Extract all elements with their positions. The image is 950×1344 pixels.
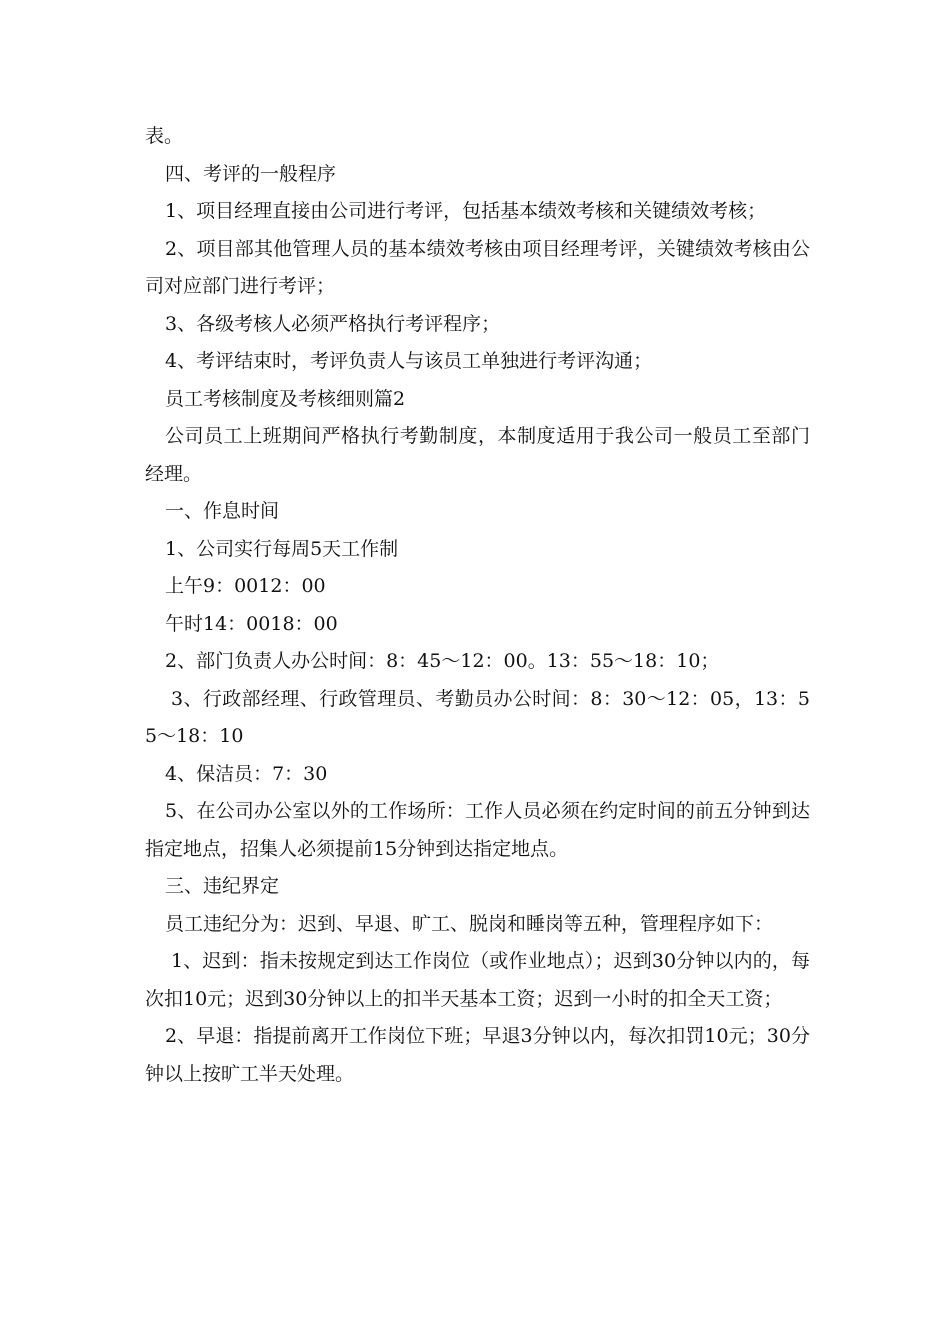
article-title: 员工考核制度及考核细则篇2	[165, 387, 406, 410]
paragraph: 2、部门负责人办公时间：8：45～12：00。13：55～18：10；	[165, 650, 720, 672]
section-heading: 三、违纪界定	[165, 875, 280, 897]
paragraph: 公司员工上班期间严格执行考勤制度，本制度适用于我公司一般员工至部门经理。	[145, 425, 810, 485]
section-heading: 四、考评的一般程序	[165, 162, 337, 185]
paragraph: 2、项目部其他管理人员的基本绩效考核由项目经理考评，关键绩效考核由公司对应部门进行考评；	[145, 237, 810, 297]
paragraph: 上午9：0012：00	[165, 575, 326, 597]
paragraph: 5、在公司办公室以外的工作场所：工作人员必须在约定时间的前五分钟到达指定地点，招集人必须提前15分钟到达指定地点。	[145, 800, 810, 860]
paragraph: 表。	[145, 125, 184, 147]
paragraph: 3、行政部经理、行政管理员、考勤员办公时间：8：30～12：05，13：55～18：10	[145, 687, 810, 747]
paragraph: 4、保洁员：7：30	[165, 762, 328, 785]
paragraph: 1、迟到：指未按规定到达工作岗位（或作业地点）；迟到30分钟以内的，每次扣10元；迟到30分钟以上的扣半天基本工资；迟到一小时的扣全天工资；	[145, 950, 810, 1010]
paragraph: 员工违纪分为：迟到、早退、旷工、脱岗和睡岗等五种，管理程序如下：	[165, 912, 774, 935]
paragraph: 1、公司实行每周5天工作制	[165, 537, 399, 560]
paragraph: 午时14：0018：00	[165, 612, 338, 635]
paragraph: 2、早退：指提前离开工作岗位下班；早退3分钟以内，每次扣罚10元；30分钟以上按旷工半天处理。	[145, 1025, 810, 1085]
section-heading: 一、作息时间	[165, 500, 280, 522]
paragraph: 1、项目经理直接由公司进行考评，包括基本绩效考核和关键绩效考核；	[165, 200, 767, 222]
paragraph: 3、各级考核人必须严格执行考评程序；	[165, 312, 501, 335]
paragraph: 4、考评结束时，考评负责人与该员工单独进行考评沟通；	[165, 350, 653, 372]
document-body	[145, 118, 810, 1093]
